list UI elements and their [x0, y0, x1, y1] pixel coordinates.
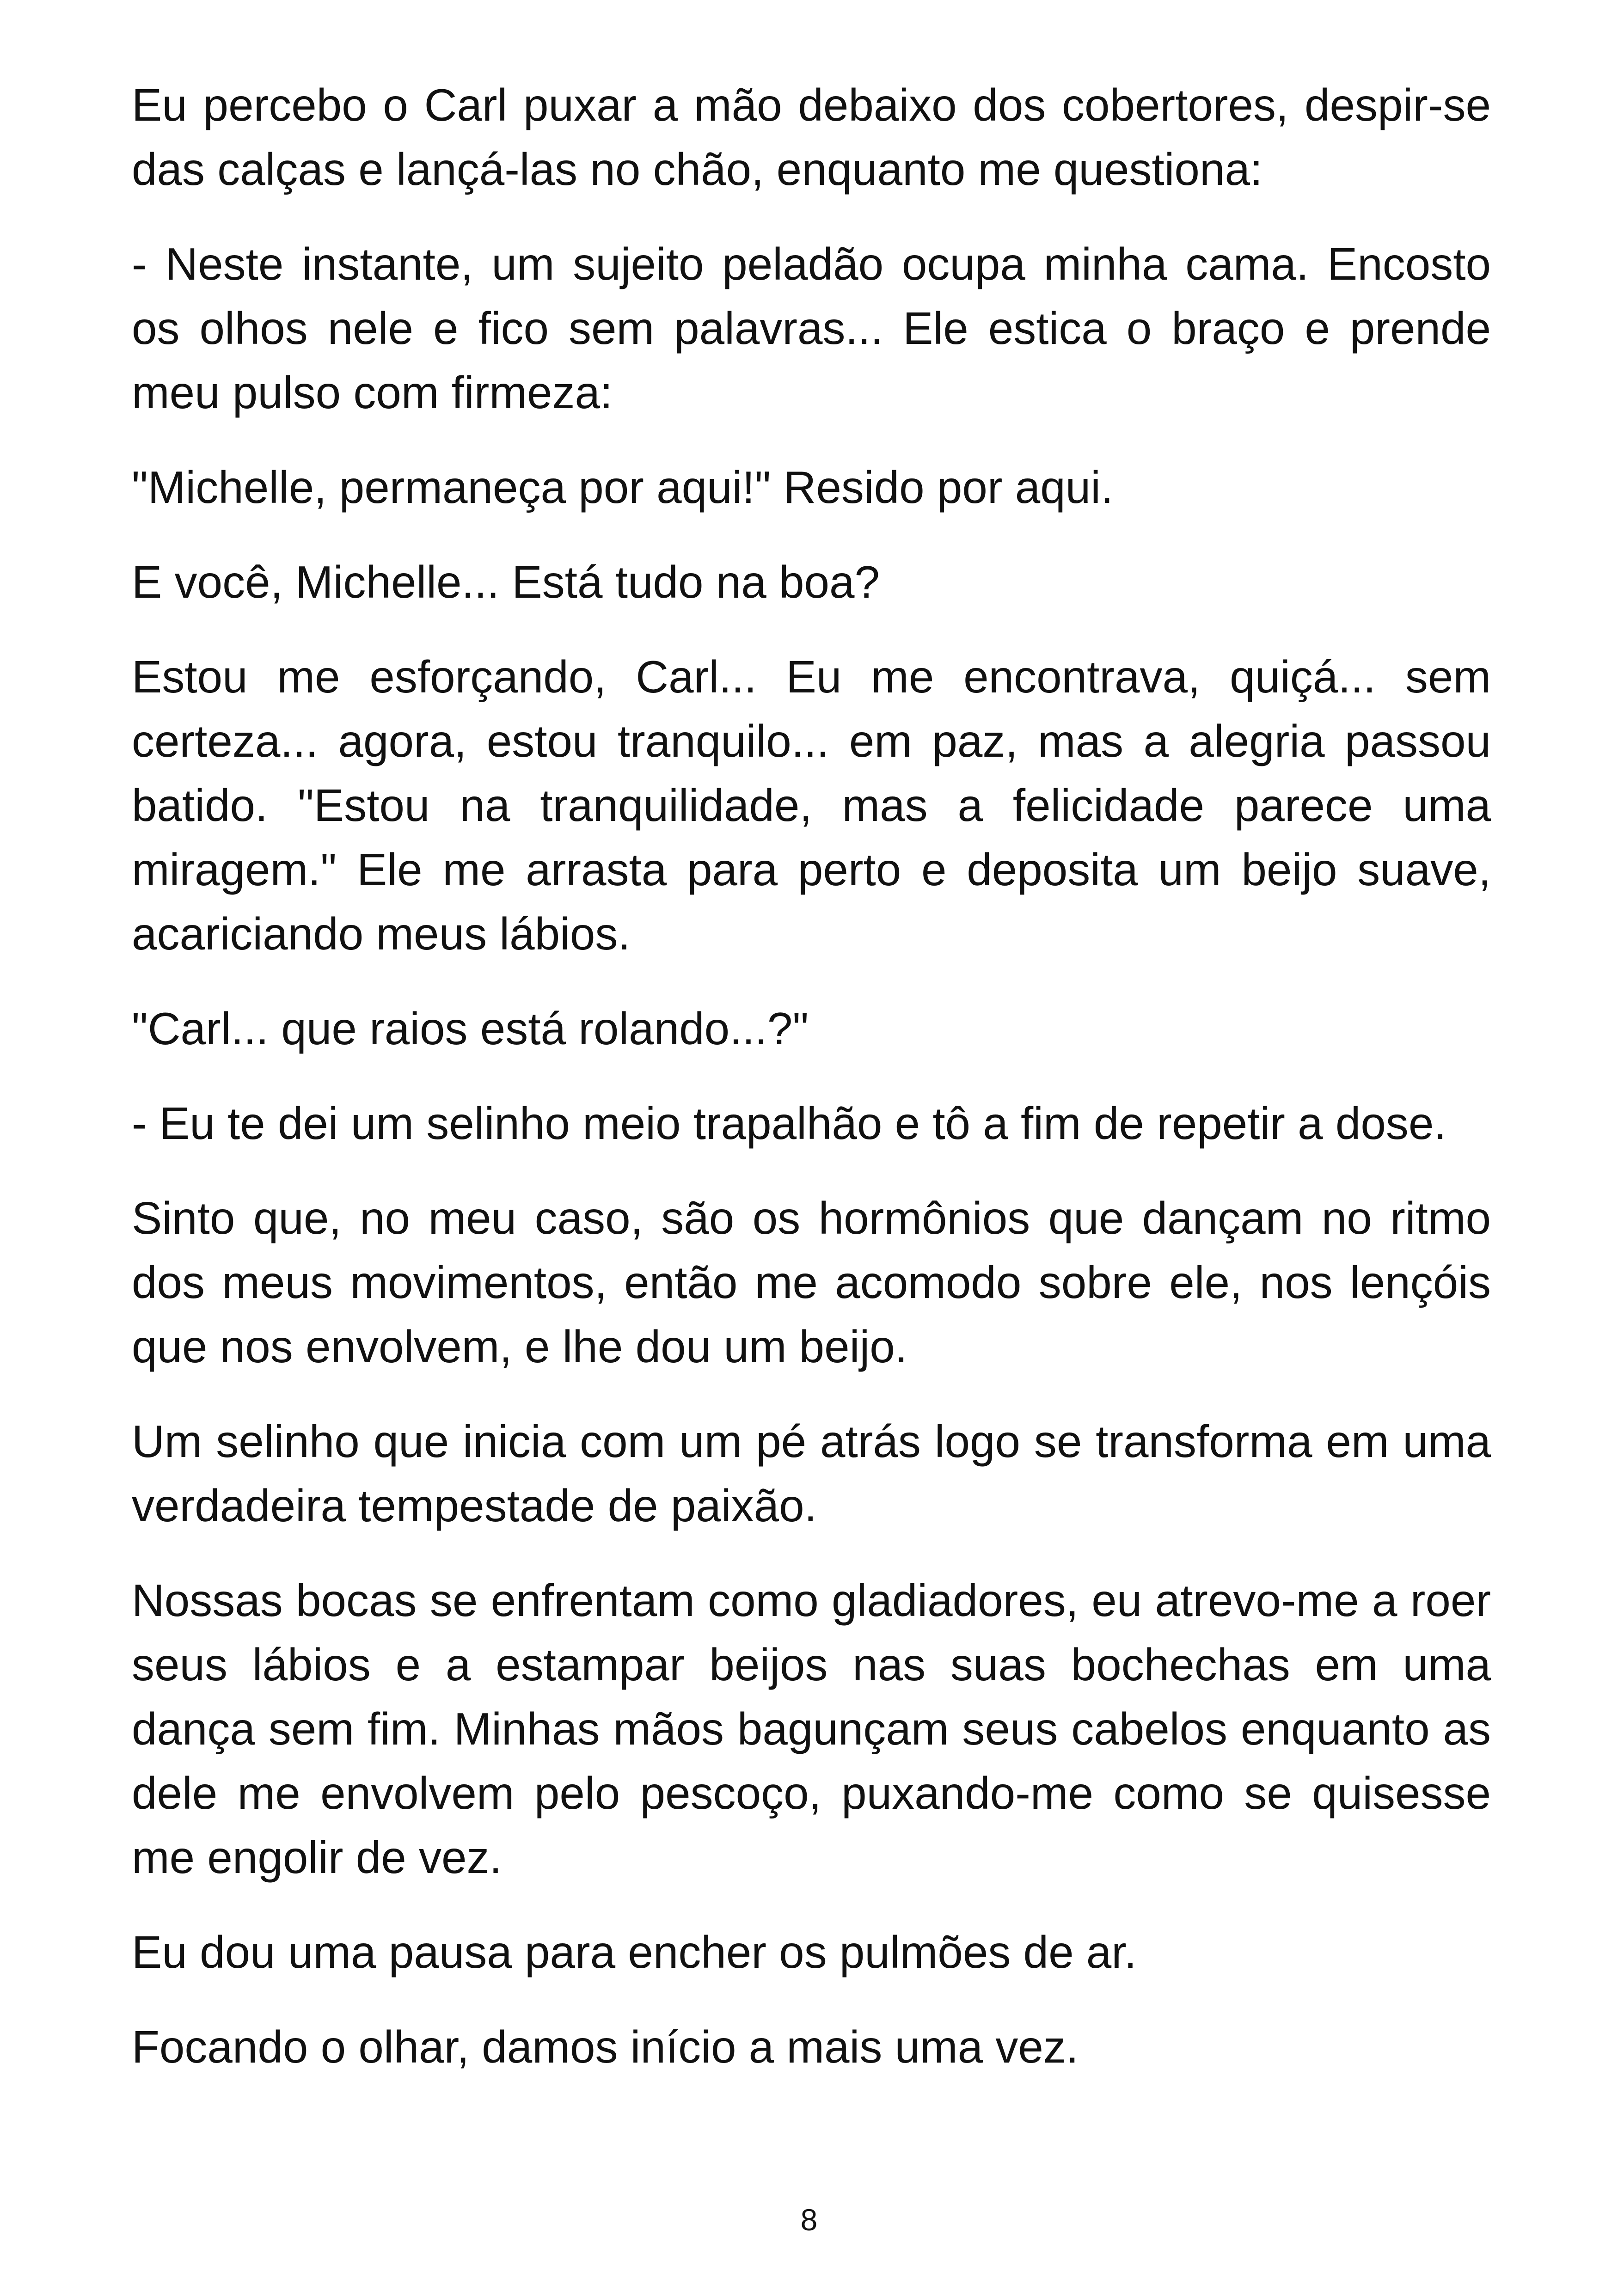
paragraph: Sinto que, no meu caso, são os hormônios que dançam no ritmo dos meus movimentos, então me acomodo sobre ele, nos lençóis que nos envolvem, e lhe dou um beijo.	[132, 1193, 1491, 1372]
paragraph: E você, Michelle... Está tudo na boa?	[132, 557, 880, 607]
paragraph: Estou me esforçando, Carl... Eu me encontrava, quiçá... sem certeza... agora, estou tranquilo... em paz, mas a alegria passou batido. "Estou na tranquilidade, mas a felicidade parece uma miragem." Ele me arrasta para perto e deposita um beijo suave, acariciando meus lábios.	[132, 651, 1491, 959]
paragraph: "Michelle, permaneça por aqui!" Resido por aqui.	[132, 462, 1114, 513]
paragraph: - Neste instante, um sujeito peladão ocupa minha cama. Encosto os olhos nele e fico sem palavras... Ele estica o braço e prende meu pulso com firmeza:	[132, 239, 1491, 418]
paragraph: Nossas bocas se enfrentam como gladiadores, eu atrevo-me a roer seus lábios e a estampar beijos nas suas bochechas em uma dança sem fim. Minhas mãos bagunçam seus cabelos enquanto as dele me envolvem pelo pescoço, puxando-me como se quisesse me engolir de vez.	[132, 1575, 1491, 1883]
page-number: 8	[800, 2203, 818, 2237]
paragraph: Focando o olhar, damos início a mais uma vez.	[132, 2021, 1079, 2072]
paragraph: Eu dou uma pausa para encher os pulmões de ar.	[132, 1927, 1137, 1978]
paragraph: Eu percebo o Carl puxar a mão debaixo dos cobertores, despir-se das calças e lançá-las no chão, enquanto me questiona:	[132, 80, 1491, 195]
paragraph: "Carl... que raios está rolando...?"	[132, 1003, 809, 1054]
body-text	[132, 73, 1491, 2110]
paragraph: - Eu te dei um selinho meio trapalhão e tô a fim de repetir a dose.	[132, 1098, 1446, 1149]
paragraph: Um selinho que inicia com um pé atrás logo se transforma em uma verdadeira tempestade de paixão.	[132, 1416, 1491, 1531]
